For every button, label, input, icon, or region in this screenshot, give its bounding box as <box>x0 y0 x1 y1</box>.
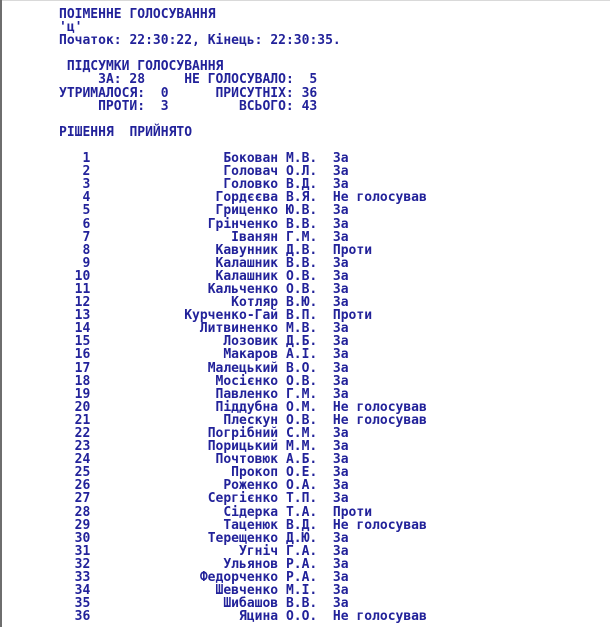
voter-vote: За <box>332 583 349 599</box>
voter-name: Котляр В.Ю. <box>231 295 318 311</box>
voter-name: Яцина О.О. <box>238 609 318 625</box>
voter-row <box>59 348 427 361</box>
vote-subject: 'ц' <box>59 20 83 36</box>
voter-name: Ульянов Р.А. <box>223 556 318 572</box>
voter-name: Прокоп О.Е. <box>231 465 318 481</box>
summary-line-utrymalosya <box>59 87 427 100</box>
voter-number: 5 <box>82 203 91 219</box>
decision-label: РІШЕННЯ <box>59 124 114 140</box>
voter-vote: За <box>332 426 349 441</box>
voter-row <box>59 506 427 519</box>
voter-number: 16 <box>74 347 91 363</box>
utrymalosya-value: 0 <box>160 85 169 101</box>
voter-vote: Проти <box>332 242 373 258</box>
voter-vote: За <box>332 216 349 232</box>
voter-vote: За <box>332 439 349 455</box>
voter-name: Сідерка Т.А. <box>223 504 318 520</box>
voter-name: Роженко О.А. <box>223 478 318 494</box>
voter-number: 18 <box>74 373 91 389</box>
voter-name: Грінченко В.В. <box>207 216 318 232</box>
voter-row <box>59 244 427 257</box>
voter-name: Головач О.Л. <box>223 164 318 180</box>
voting-report <box>2 0 427 623</box>
voter-name: Малецький В.О. <box>207 360 318 376</box>
voter-name: Погрібний С.М. <box>207 426 318 441</box>
voter-number: 2 <box>82 164 91 180</box>
voter-vote: За <box>332 491 349 507</box>
voter-row <box>59 218 427 231</box>
voter-vote: Не голосував <box>332 412 427 428</box>
za-label: ЗА: <box>98 72 122 88</box>
voter-name: Почтовюк А.Б. <box>215 452 318 468</box>
voter-name: Шибашов В.В. <box>223 596 318 612</box>
voter-number: 17 <box>74 360 91 376</box>
voter-vote: За <box>332 386 349 402</box>
voter-vote: За <box>332 321 349 337</box>
voter-number: 20 <box>74 399 91 415</box>
voter-number: 10 <box>74 268 91 284</box>
voter-number: 24 <box>74 452 91 468</box>
voter-name: Лозовик Д.Б. <box>223 334 318 350</box>
voter-vote: За <box>332 295 349 311</box>
voter-number: 6 <box>82 216 91 232</box>
voter-vote: За <box>332 452 349 468</box>
voter-name: Кавунник Д.В. <box>215 242 318 258</box>
voter-vote: За <box>332 556 349 572</box>
voter-number: 15 <box>74 334 91 350</box>
voter-row <box>59 270 427 283</box>
voter-number: 25 <box>74 465 91 481</box>
summary-line-proty <box>59 100 427 113</box>
voter-number: 11 <box>74 281 91 297</box>
report-title: ПОІМЕННЕ ГОЛОСУВАННЯ <box>59 7 216 22</box>
voter-name: Гордєєва В.Я. <box>215 190 318 206</box>
voter-number: 26 <box>74 478 91 494</box>
voter-number: 30 <box>74 530 91 546</box>
voter-number: 4 <box>82 190 91 206</box>
voter-name: Плескун О.В. <box>223 412 318 428</box>
voter-name: Терещенко Д.Ю. <box>207 530 318 546</box>
voter-row <box>59 375 427 388</box>
voter-number: 23 <box>74 439 91 455</box>
voter-row <box>59 610 427 623</box>
ne-holosuvalo-value: 5 <box>309 72 318 88</box>
voter-name: Іванян Г.М. <box>231 229 318 245</box>
voter-vote: За <box>332 596 349 612</box>
voter-vote: За <box>332 203 349 219</box>
voter-name: Павленко Г.М. <box>215 386 318 402</box>
proty-value: 3 <box>160 98 169 114</box>
voter-vote: За <box>332 151 349 167</box>
voter-vote: За <box>332 177 349 193</box>
decision-result: ПРИЙНЯТО <box>129 124 193 140</box>
voter-vote: За <box>332 478 349 494</box>
voter-name: Головко В.Д. <box>223 177 318 193</box>
proty-label: ПРОТИ: <box>98 98 146 114</box>
voter-number: 29 <box>74 517 91 533</box>
voter-name: Литвиненко М.В. <box>199 321 318 337</box>
voter-name: Кальченко О.В. <box>207 281 318 297</box>
voter-name: Макаров А.І. <box>223 347 318 363</box>
voter-vote: Не голосував <box>332 399 427 415</box>
voter-number: 19 <box>74 386 91 402</box>
voter-name: Гриценко Ю.В. <box>215 203 318 219</box>
voter-vote: Не голосував <box>332 609 427 625</box>
voter-number: 35 <box>74 596 91 612</box>
voter-row <box>59 545 427 558</box>
voter-number: 36 <box>74 609 91 625</box>
voter-number: 9 <box>82 255 91 271</box>
voter-row <box>59 231 427 244</box>
voter-vote: За <box>332 334 349 350</box>
voter-name: Шевченко М.І. <box>215 583 318 599</box>
vote-timing: Початок: 22:30:22, Кінець: 22:30:35. <box>59 33 341 49</box>
voter-number: 28 <box>74 504 91 520</box>
voter-vote: За <box>332 373 349 389</box>
voter-number: 21 <box>74 412 91 428</box>
voter-name: Федорченко Р.А. <box>199 570 318 586</box>
voter-name: Порицький М.М. <box>207 439 318 455</box>
voter-number: 13 <box>74 308 91 324</box>
voter-number: 1 <box>82 151 91 167</box>
voter-number: 12 <box>74 295 91 311</box>
voter-vote: За <box>332 360 349 376</box>
voter-vote: За <box>332 543 349 559</box>
voter-name: Сергієнко Т.П. <box>207 491 318 507</box>
voter-vote: За <box>332 530 349 546</box>
voter-number: 14 <box>74 321 91 337</box>
utrymalosya-label: УТРИМАЛОСЯ: <box>59 85 146 101</box>
voter-vote: За <box>332 281 349 297</box>
voter-number: 7 <box>82 229 91 245</box>
voter-name: Угніч Г.А. <box>238 543 318 559</box>
ne-holosuvalo-label: НЕ ГОЛОСУВАЛО: <box>184 72 294 88</box>
voter-name: Курченко-Гай В.П. <box>184 308 318 324</box>
voter-number: 31 <box>74 543 91 559</box>
voter-row <box>59 362 427 375</box>
voter-row <box>59 492 427 505</box>
voter-list <box>59 152 427 623</box>
voter-row <box>59 388 427 401</box>
voter-row <box>59 401 427 414</box>
summary-heading: ПІДСУМКИ ГОЛОСУВАННЯ <box>66 59 224 75</box>
voter-vote: За <box>332 347 349 363</box>
voter-name: Калашник О.В. <box>215 268 318 284</box>
voter-vote: Не голосував <box>332 190 427 206</box>
voter-name: Бокован М.В. <box>223 151 318 167</box>
voter-vote: Не голосував <box>332 517 427 533</box>
blank-line <box>59 113 427 126</box>
prysutnikh-value: 36 <box>301 85 318 101</box>
voter-vote: За <box>332 465 349 481</box>
voter-vote: За <box>332 255 349 271</box>
voter-name: Калашник В.В. <box>215 255 318 271</box>
voter-name: Таценюк В.Д. <box>223 517 318 533</box>
voter-number: 33 <box>74 570 91 586</box>
voter-row <box>59 204 427 217</box>
voter-name: Мосієнко О.В. <box>215 373 318 389</box>
vsoho-label: ВСЬОГО: <box>238 98 294 114</box>
voter-vote: За <box>332 229 349 245</box>
voter-row <box>59 519 427 532</box>
prysutnikh-label: ПРИСУТНІХ: <box>215 85 294 101</box>
vsoho-value: 43 <box>301 98 318 114</box>
voter-number: 8 <box>82 242 91 258</box>
voter-vote: За <box>332 570 349 586</box>
voter-number: 32 <box>74 556 91 572</box>
voter-row <box>59 257 427 270</box>
voter-number: 27 <box>74 491 91 507</box>
voter-vote: За <box>332 164 349 180</box>
voter-number: 22 <box>74 426 91 441</box>
voter-vote: За <box>332 268 349 284</box>
voter-number: 34 <box>74 583 91 599</box>
voter-number: 3 <box>82 177 91 193</box>
voter-vote: Проти <box>332 504 373 520</box>
voter-row <box>59 532 427 545</box>
summary-line-za <box>59 73 427 86</box>
voter-name: Піддубна О.М. <box>215 399 318 415</box>
za-value: 28 <box>129 72 146 88</box>
decision-line <box>59 126 427 139</box>
voter-vote: Проти <box>332 308 373 324</box>
